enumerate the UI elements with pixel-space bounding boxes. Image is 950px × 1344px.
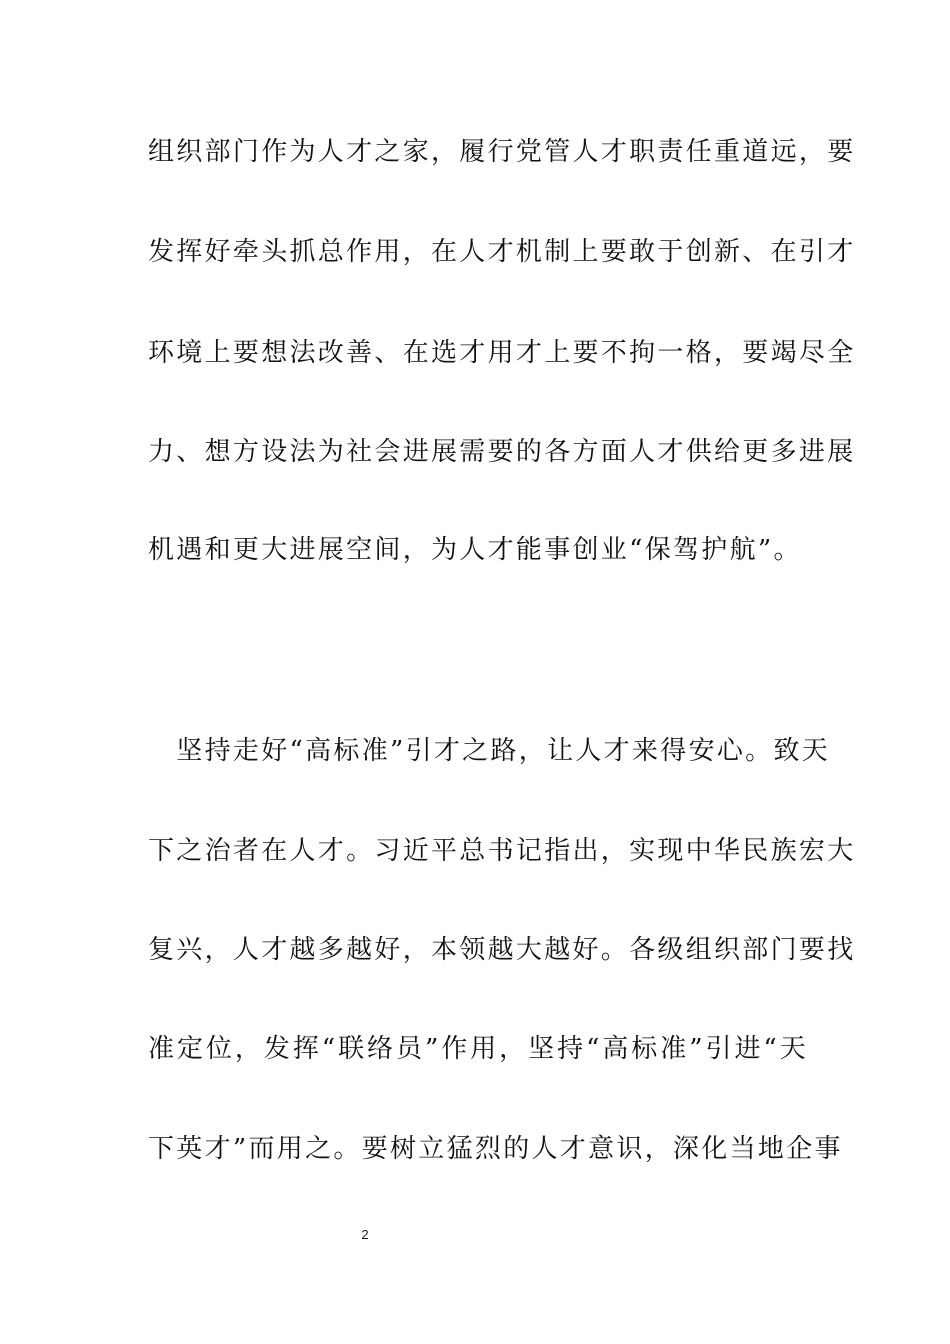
paragraph-2-line-3: 复兴，人才越多越好，本领越大越好。各级组织部门要找	[148, 935, 856, 965]
paragraph-2-line-1: 坚持走好“高标准”引才之路，让人才来得安心。致天	[148, 736, 831, 766]
paragraph-1-line-4: 力、想方设法为社会进展需要的各方面人才供给更多进展	[148, 437, 856, 467]
paragraph-1-line-3: 环境上要想法改善、在选才用才上要不拘一格，要竭尽全	[148, 338, 856, 368]
paragraph-2-line-4: 准定位，发挥“联络员”作用，坚持“高标准”引进“天	[148, 1034, 808, 1064]
paragraph-2-line-2: 下之治者在人才。习近平总书记指出，实现中华民族宏大	[148, 836, 856, 866]
paragraph-1-line-1: 组织部门作为人才之家，履行党管人才职责任重道远，要	[148, 137, 856, 167]
paragraph-2-line-5: 下英才”而用之。要树立猛烈的人才意识，深化当地企事	[148, 1134, 843, 1164]
paragraph-1-line-2: 发挥好牵头抓总作用，在人才机制上要敢于创新、在引才	[148, 237, 856, 267]
page-number: 2	[361, 1227, 369, 1242]
paragraph-1-line-5: 机遇和更大进展空间，为人才能事创业“保驾护航”。	[148, 535, 802, 565]
